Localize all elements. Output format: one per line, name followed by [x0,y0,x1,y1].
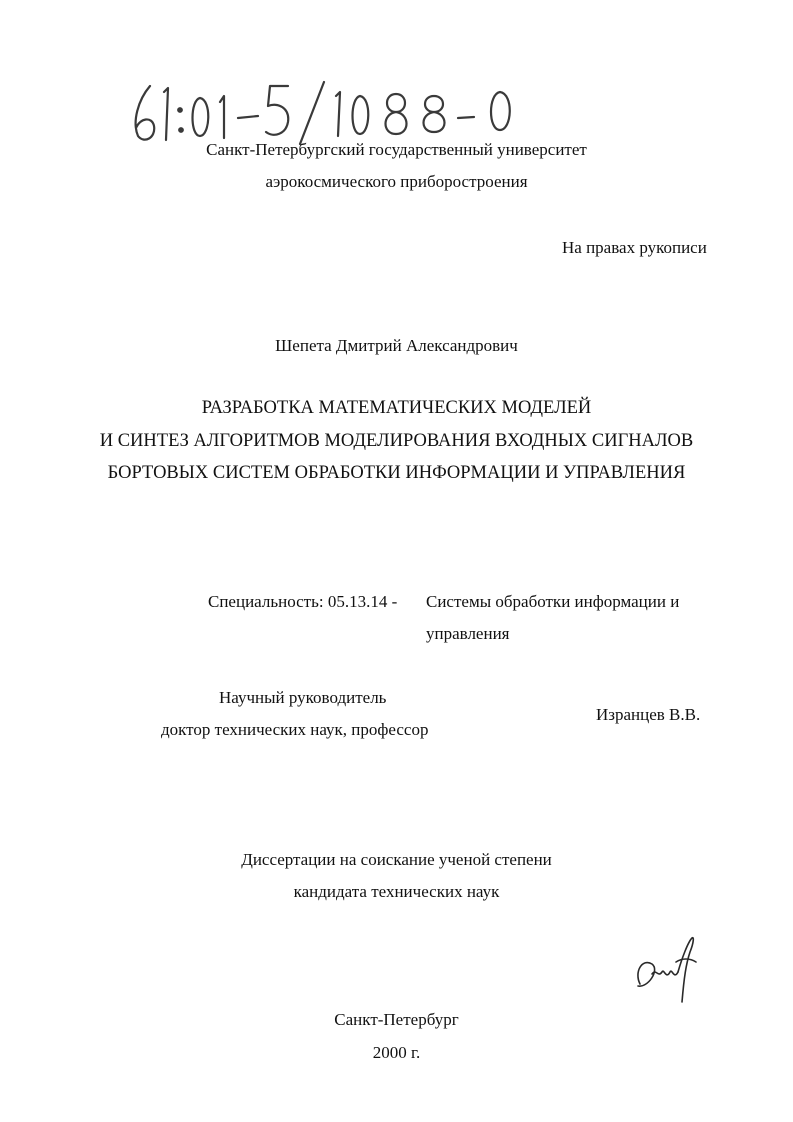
manuscript-rights: На правах рукописи [562,238,707,257]
title-line-2: И СИНТЕЗ АЛГОРИТМОВ МОДЕЛИРОВАНИЯ ВХОДНЫХ СИГНАЛОВ [99,431,694,451]
institution-line-1: Санкт-Петербургский государственный университет [206,140,587,159]
year: 2000 г. [372,1043,421,1062]
specialty-name-line-2: управления [426,624,510,643]
author-name: Шепета Дмитрий Александрович [275,336,518,355]
handwritten-signature [626,928,706,1008]
supervisor-degree: доктор технических наук, профессор [161,720,429,739]
handwritten-stamp-code [128,78,528,148]
specialty-label: Специальность: 05.13.14 - [208,592,398,611]
dissertation-line-1: Диссертации на соискание ученой степени [241,850,552,869]
supervisor-role: Научный руководитель [219,688,387,707]
dissertation-line-2: кандидата технических наук [293,882,500,901]
institution-line-2: аэрокосмического приборостроения [265,172,528,191]
city: Санкт-Петербург [334,1010,459,1029]
supervisor-name: Изранцев В.В. [596,705,701,724]
specialty-name-line-1: Системы обработки информации и [426,592,680,611]
title-line-1: РАЗРАБОТКА МАТЕМАТИЧЕСКИХ МОДЕЛЕЙ [201,398,592,418]
title-line-3: БОРТОВЫХ СИСТЕМ ОБРАБОТКИ ИНФОРМАЦИИ И УПРАВЛЕНИЯ [107,463,686,483]
